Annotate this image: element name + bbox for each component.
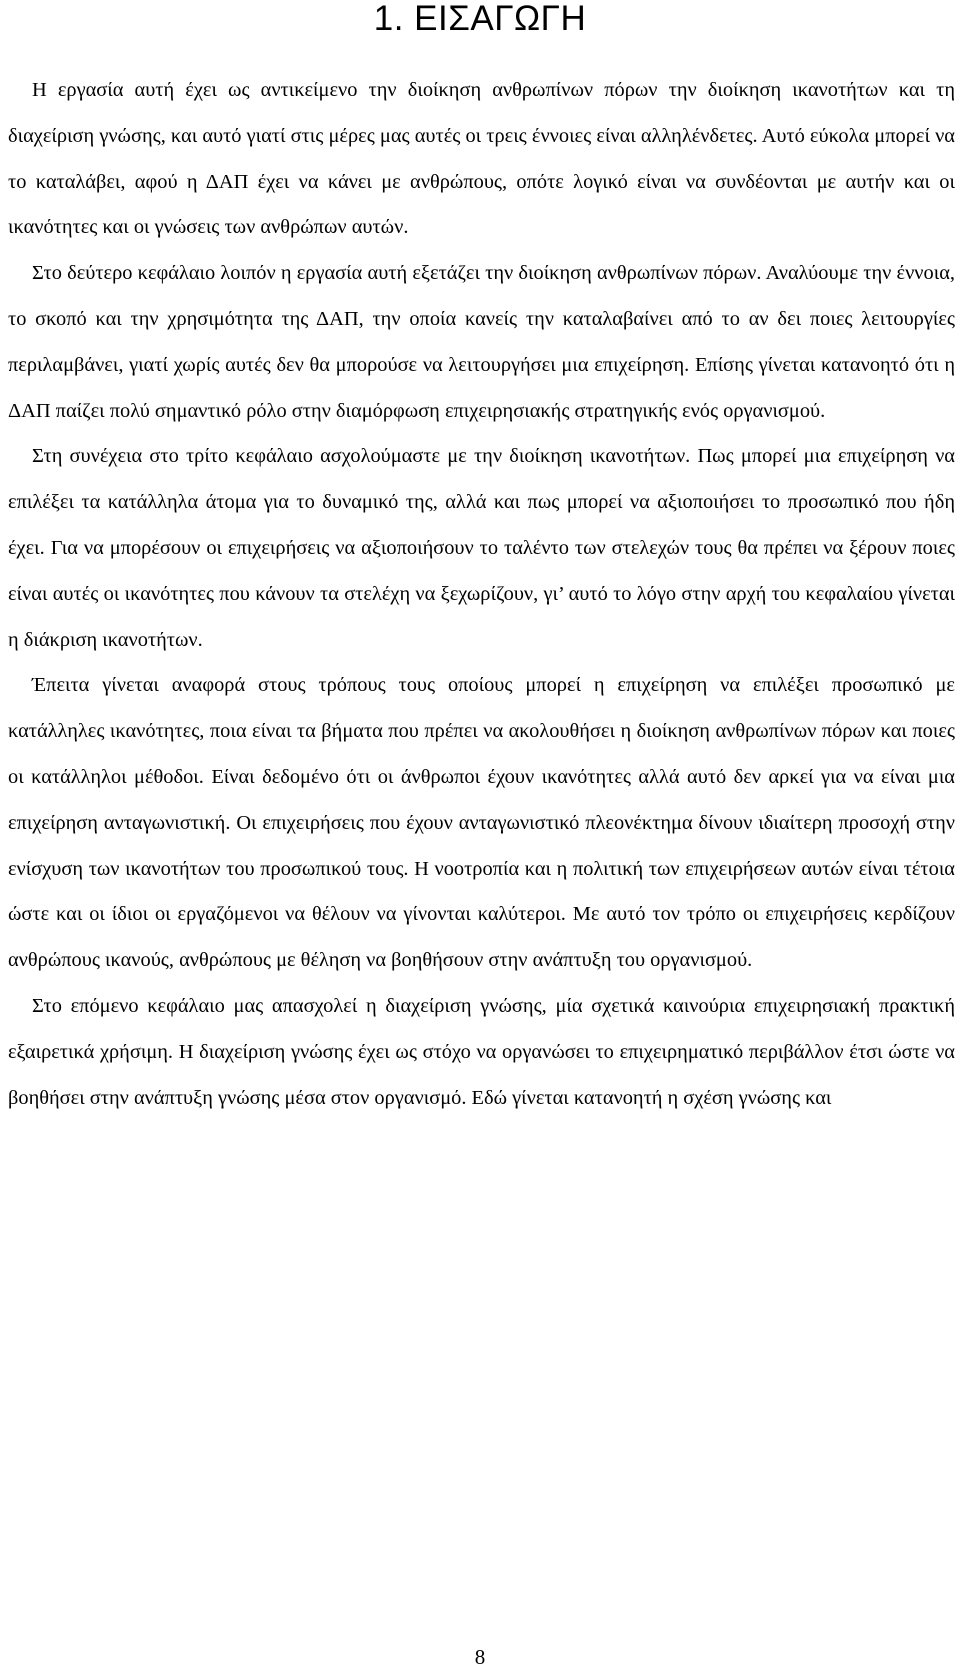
page-number: 8 xyxy=(474,1645,486,1669)
chapter-heading: 1. ΕΙΣΑΓΩΓΗ xyxy=(373,0,587,38)
body-text xyxy=(8,68,955,1121)
paragraph-chapter-two: Στο δεύτερο κεφάλαιο λοιπόν η εργασία αυτή εξετάζει την διοίκηση ανθρωπίνων πόρων. Αναλύουμε την έννοια, το σκοπό και την χρησιμότητα της ΔΑΠ, την οποία κανείς την καταλαβαίνει από το αν δει ποιες λειτουργίες περιλαμβάνει, γιατί χωρίς αυτές δεν θα μπορούσε να λειτουργήσει μια επιχείρηση. Επίσης γίνεται κατανοητό ότι η ΔΑΠ παίζει πολύ σημαντικό ρόλο στην διαμόρφωση επιχειρησιακής στρατηγικής ενός οργανισμού. xyxy=(8,262,955,422)
paragraph-knowledge-management: Στο επόμενο κεφάλαιο μας απασχολεί η διαχείριση γνώσης, μία σχετικά καινούρια επιχειρησιακή πρακτική εξαιρετικά χρήσιμη. Η διαχείριση γνώσης έχει ως στόχο να οργανώσει το επιχειρηματικό περιβάλλον έτσι ώστε να βοηθήσει στην ανάπτυξη γνώσης μέσα στον οργανισμό. Εδώ γίνεται κατανοητή η σχέση γνώσης και xyxy=(8,994,955,1109)
paragraph-chapter-three: Στη συνέχεια στο τρίτο κεφάλαιο ασχολούμαστε με την διοίκηση ικανοτήτων. Πως μπορεί μια επιχείρηση να επιλέξει τα κατάλληλα άτομα για το δυναμικό της, αλλά και πως μπορεί να αξιοποιήσει το προσωπικό που ήδη έχει. Για να μπορέσουν οι επιχειρήσεις να αξιοποιήσουν το ταλέντο των στελεχών τους θα πρέπει να ξέρουν ποιες είναι αυτές οι ικανότητες που κάνουν τα στελέχη να ξεχωρίζουν, γι’ αυτό το λόγο στην αρχή του κεφαλαίου γίνεται η διάκριση ικανοτήτων. xyxy=(8,445,955,651)
paragraph-intro: Η εργασία αυτή έχει ως αντικείμενο την διοίκηση ανθρωπίνων πόρων την διοίκηση ικανοτήτων και τη διαχείριση γνώσης, και αυτό γιατί στις μέρες μας αυτές οι τρεις έννοιες είναι αλληλένδετες. Αυτό εύκολα μπορεί να το καταλάβει, αφού η ΔΑΠ έχει να κάνει με ανθρώπους, οπότε λογικό είναι να συνδέονται με αυτήν και οι ικανότητες και οι γνώσεις των ανθρώπων αυτών. xyxy=(8,79,955,239)
paragraph-selection: Έπειτα γίνεται αναφορά στους τρόπους τους οποίους μπορεί η επιχείρηση να επιλέξει προσωπικό με κατάλληλες ικανότητες, ποια είναι τα βήματα που πρέπει να ακολουθήσει η διοίκηση ανθρωπίνων πόρων και ποιες οι κατάλληλοι μέθοδοι. Είναι δεδομένο ότι οι άνθρωποι έχουν ικανότητες αλλά αυτό δεν αρκεί για να είναι μια επιχείρηση ανταγωνιστική. Οι επιχειρήσεις που έχουν ανταγωνιστικό πλεονέκτημα δίνουν ιδιαίτερη προσοχή στην ενίσχυση των ικανοτήτων του προσωπικού τους. Η νοοτροπία και η πολιτική των επιχειρήσεων αυτών είναι τέτοια ώστε και οι ίδιοι οι εργαζόμενοι να θέλουν να γίνονται καλύτεροι. Με αυτό τον τρόπο οι επιχειρήσεις κερδίζουν ανθρώπους ικανούς, ανθρώπους με θέληση να βοηθήσουν στην ανάπτυξη του οργανισμού. xyxy=(8,674,955,972)
